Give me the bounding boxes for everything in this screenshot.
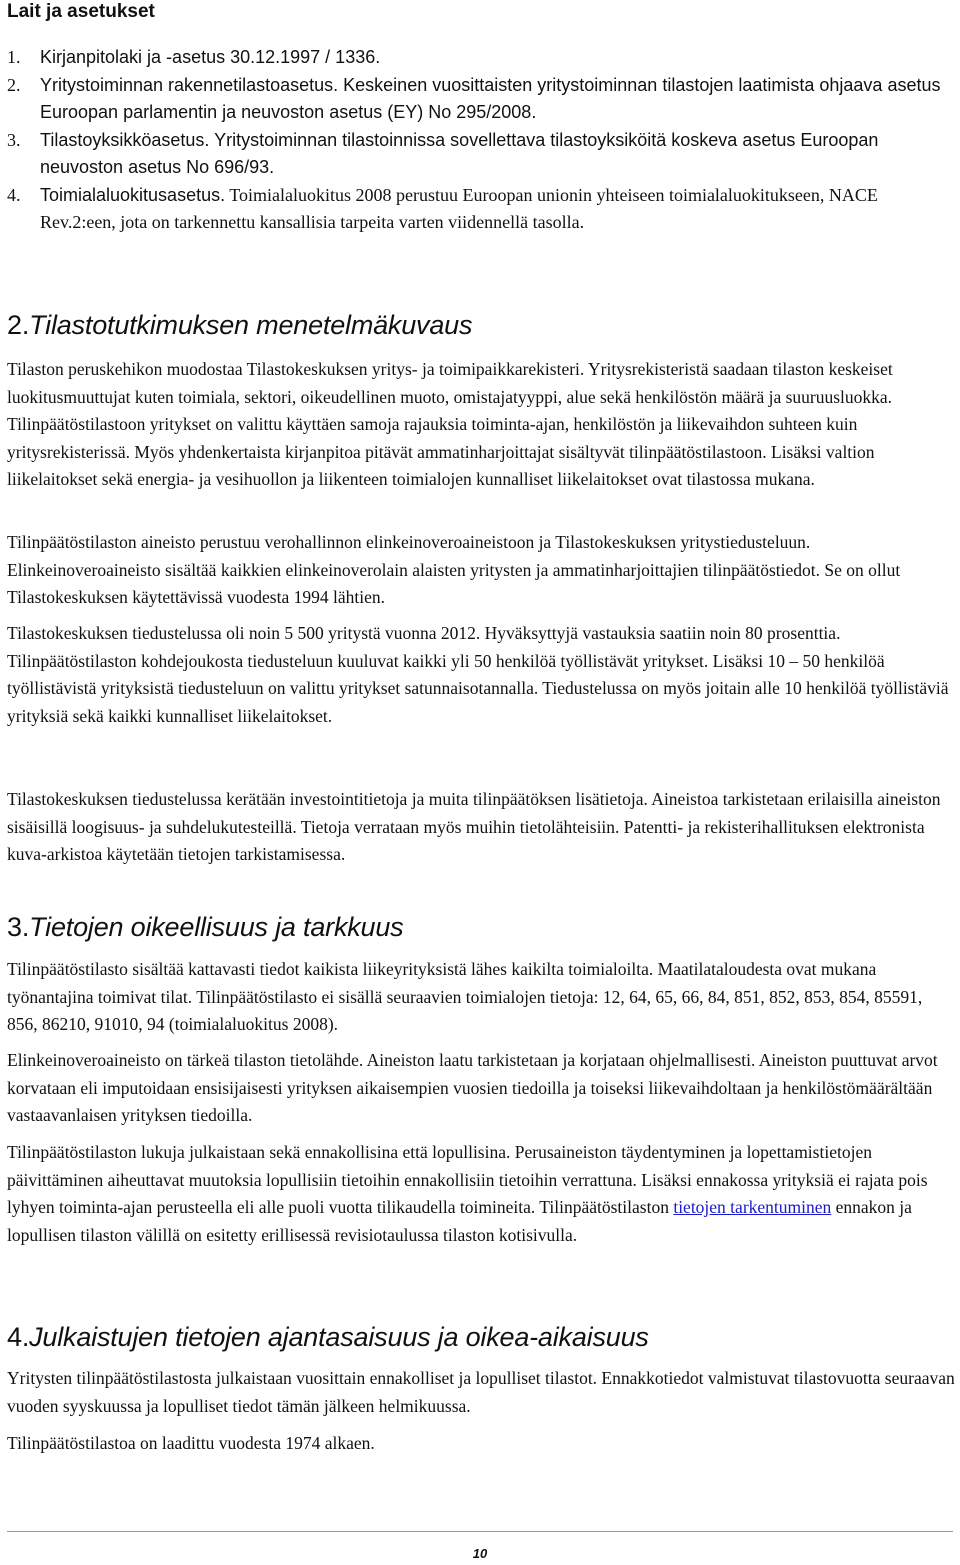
law-title: Toimialaluokitusasetus.: [40, 184, 226, 205]
list-number: 1.: [7, 47, 21, 67]
page-number: 10: [472, 1546, 488, 1561]
paragraph: Tilinpäätöstilastoa on laadittu vuodesta 1974 alkaen.: [7, 1433, 375, 1453]
section-number: 2.: [7, 310, 30, 340]
footer-divider: [7, 1531, 953, 1532]
revision-info-link[interactable]: tietojen tarkentuminen: [673, 1197, 832, 1218]
section-title: Julkaistujen tietojen ajantasaisuus ja oikea-aikaisuus: [29, 1322, 649, 1352]
paragraph: Yritysten tilinpäätöstilastosta julkaistaan vuosittain ennakolliset ja lopulliset tilastot. Ennakkotiedot valmistuvat tilastovuotta seuraavan vuoden syyskuussa ja lopulliset tiedot tämän jälkeen helmikuussa.: [7, 1368, 955, 1416]
law-description: Keskeinen vuosittaisten yritystoiminnan tilastojen laatimista ohjaava asetus Euroopan parlamentin ja neuvoston asetus (EY) No 295/2008.: [40, 74, 941, 122]
section-title: Tietojen oikeellisuus ja tarkkuus: [29, 912, 404, 942]
paragraph-with-link: [7, 1139, 957, 1249]
laws-list: [7, 44, 955, 237]
paragraph: Tilinpäätöstilaston aineisto perustuu verohallinnon elinkeinoveroaineistoon ja Tilastokeskuksen yritystiedusteluun. Elinkeinoveroaineisto sisältää kaikkien elinkeinoverolain alaisten yritysten ja ammatinharjoittajien tilinpäätöstiedot. Se on ollut Tilastokeskuksen käytettävissä vuodesta 1994 lähtien.: [7, 532, 901, 608]
list-item: [7, 127, 955, 182]
section-number: 4.: [7, 1322, 30, 1352]
law-title: Kirjanpitolaki ja -asetus 30.12.1997 / 1336.: [40, 47, 381, 67]
list-item: [7, 182, 955, 237]
law-description: Yritystoiminnan tilastoinnissa sovellettava tilastoyksiköitä koskeva asetus Euroopan neuvoston asetus No 696/93.: [40, 129, 879, 177]
section-heading: [7, 911, 403, 943]
law-title: Yritystoiminnan rakennetilastoasetus.: [40, 74, 339, 95]
paragraph: Tilinpäätöstilasto sisältää kattavasti tiedot kaikista liikeyrityksistä lähes kaikilta toimialoilta. Maatilataloudesta ovat mukana työnantajina toimivat tilat. Tilinpäätöstilasto ei sisällä seuraavien toimialojen tietoja: 12, 64, 65, 66, 84, 851, 852, 853, 854, 85591, 856, 86210, 91010, 94 (toimialaluokitus 2008).: [7, 959, 923, 1035]
section-heading: [7, 309, 472, 341]
paragraph: Tilastokeskuksen tiedustelussa kerätään investointitietoja ja muita tilinpäätöksen lisätietoja. Aineistoa tarkistetaan erilaisilla aineiston sisäisillä loogisuus- ja suhdelukutesteillä. Tietoja verrataan myös muihin tietolähteisiin. Patentti- ja rekisterihallituksen elektronista kuva-arkistoa käytetään tietojen tarkistamisessa.: [7, 789, 941, 865]
law-title: Tilastoyksikköasetus.: [40, 129, 210, 150]
list-number: 2.: [7, 74, 21, 95]
list-item: [7, 72, 955, 127]
list-item: [7, 44, 955, 72]
section-title: Tilastotutkimuksen menetelmäkuvaus: [29, 310, 473, 340]
section-heading: [7, 1321, 649, 1353]
laws-section-label: Lait ja asetukset: [7, 1, 155, 22]
list-number: 4.: [7, 184, 21, 205]
paragraph: Tilaston peruskehikon muodostaa Tilastokeskuksen yritys- ja toimipaikkarekisteri. Yritysrekisteristä saadaan tilaston keskeiset luokitusmuuttujat kuten toimiala, sektori, oikeudellinen muoto, omistajatyyppi, alue sekä henkilöstön määrä ja suuruusluokka. Tilinpäätöstilastoon yritykset on valittu käyttäen samoja rajauksia toiminta-ajan, henkilöstön ja liikevaihdon suhteen kuin yritysrekisterissä. Myös yhdenkertaista kirjanpitoa pitävät ammatinharjoittajat sisältyvät tilinpäätöstilastoon. Lisäksi valtion liikelaitokset sekä energia- ja vesihuollon ja liikenteen toimialojen kunnalliset liikelaitokset ovat tilastossa mukana.: [7, 359, 893, 490]
list-number: 3.: [7, 129, 21, 150]
paragraph: Tilastokeskuksen tiedustelussa oli noin 5 500 yritystä vuonna 2012. Hyväksyttyjä vastauksia saatiin noin 80 prosenttia. Tilinpäätöstilaston kohdejoukosta tiedusteluun kuuluvat kaikki yli 50 henkilöä työllistävät yritykset. Lisäksi 10 – 50 henkilöä työllistävistä yrityksistä tiedusteluun on valittu yritykset satunnaisotannalla. Tiedustelussa on myös joitain alle 10 henkilöä työllistäviä yrityksiä sekä kaikki kunnalliset liikelaitokset.: [7, 623, 949, 726]
paragraph-text: ennakon ja lopullisen tilaston välillä on esitetty erillisessä revisiotaulussa tilaston kotisivulla.: [7, 1197, 912, 1245]
section-number: 3.: [7, 912, 30, 942]
law-description: Toimialaluokitus 2008 perustuu Euroopan unionin yhteiseen toimialaluokitukseen, NACE Rev.2:een, jota on tarkennettu kansallisia tarpeita varten viidennellä tasolla.: [40, 184, 878, 232]
paragraph-text: Tilinpäätöstilaston lukuja julkaistaan sekä ennakollisina että lopullisina. Perusaineiston täydentyminen ja lopettamistietojen päivittäminen aiheuttavat muutoksia lopullisiin tietoihin ennakollisiin tietoihin verrattuna. Lisäksi ennakossa yrityksiä ei rajata pois lyhyen toiminta-ajan perusteella eli alle puoli vuotta tilikaudella toimineita. Tilinpäätöstilaston: [7, 1142, 928, 1218]
paragraph: Elinkeinoveroaineisto on tärkeä tilaston tietolähde. Aineiston laatu tarkistetaan ja korjataan ohjelmallisesti. Aineiston puuttuvat arvot korvataan eli imputoidaan ensisijaisesti yrityksen aikaisempien vuosien tiedoilla ja toiseksi liikevaihdoltaan ja henkilöstömäärältään vastaavanlaisen yrityksen tiedoilla.: [7, 1050, 938, 1126]
